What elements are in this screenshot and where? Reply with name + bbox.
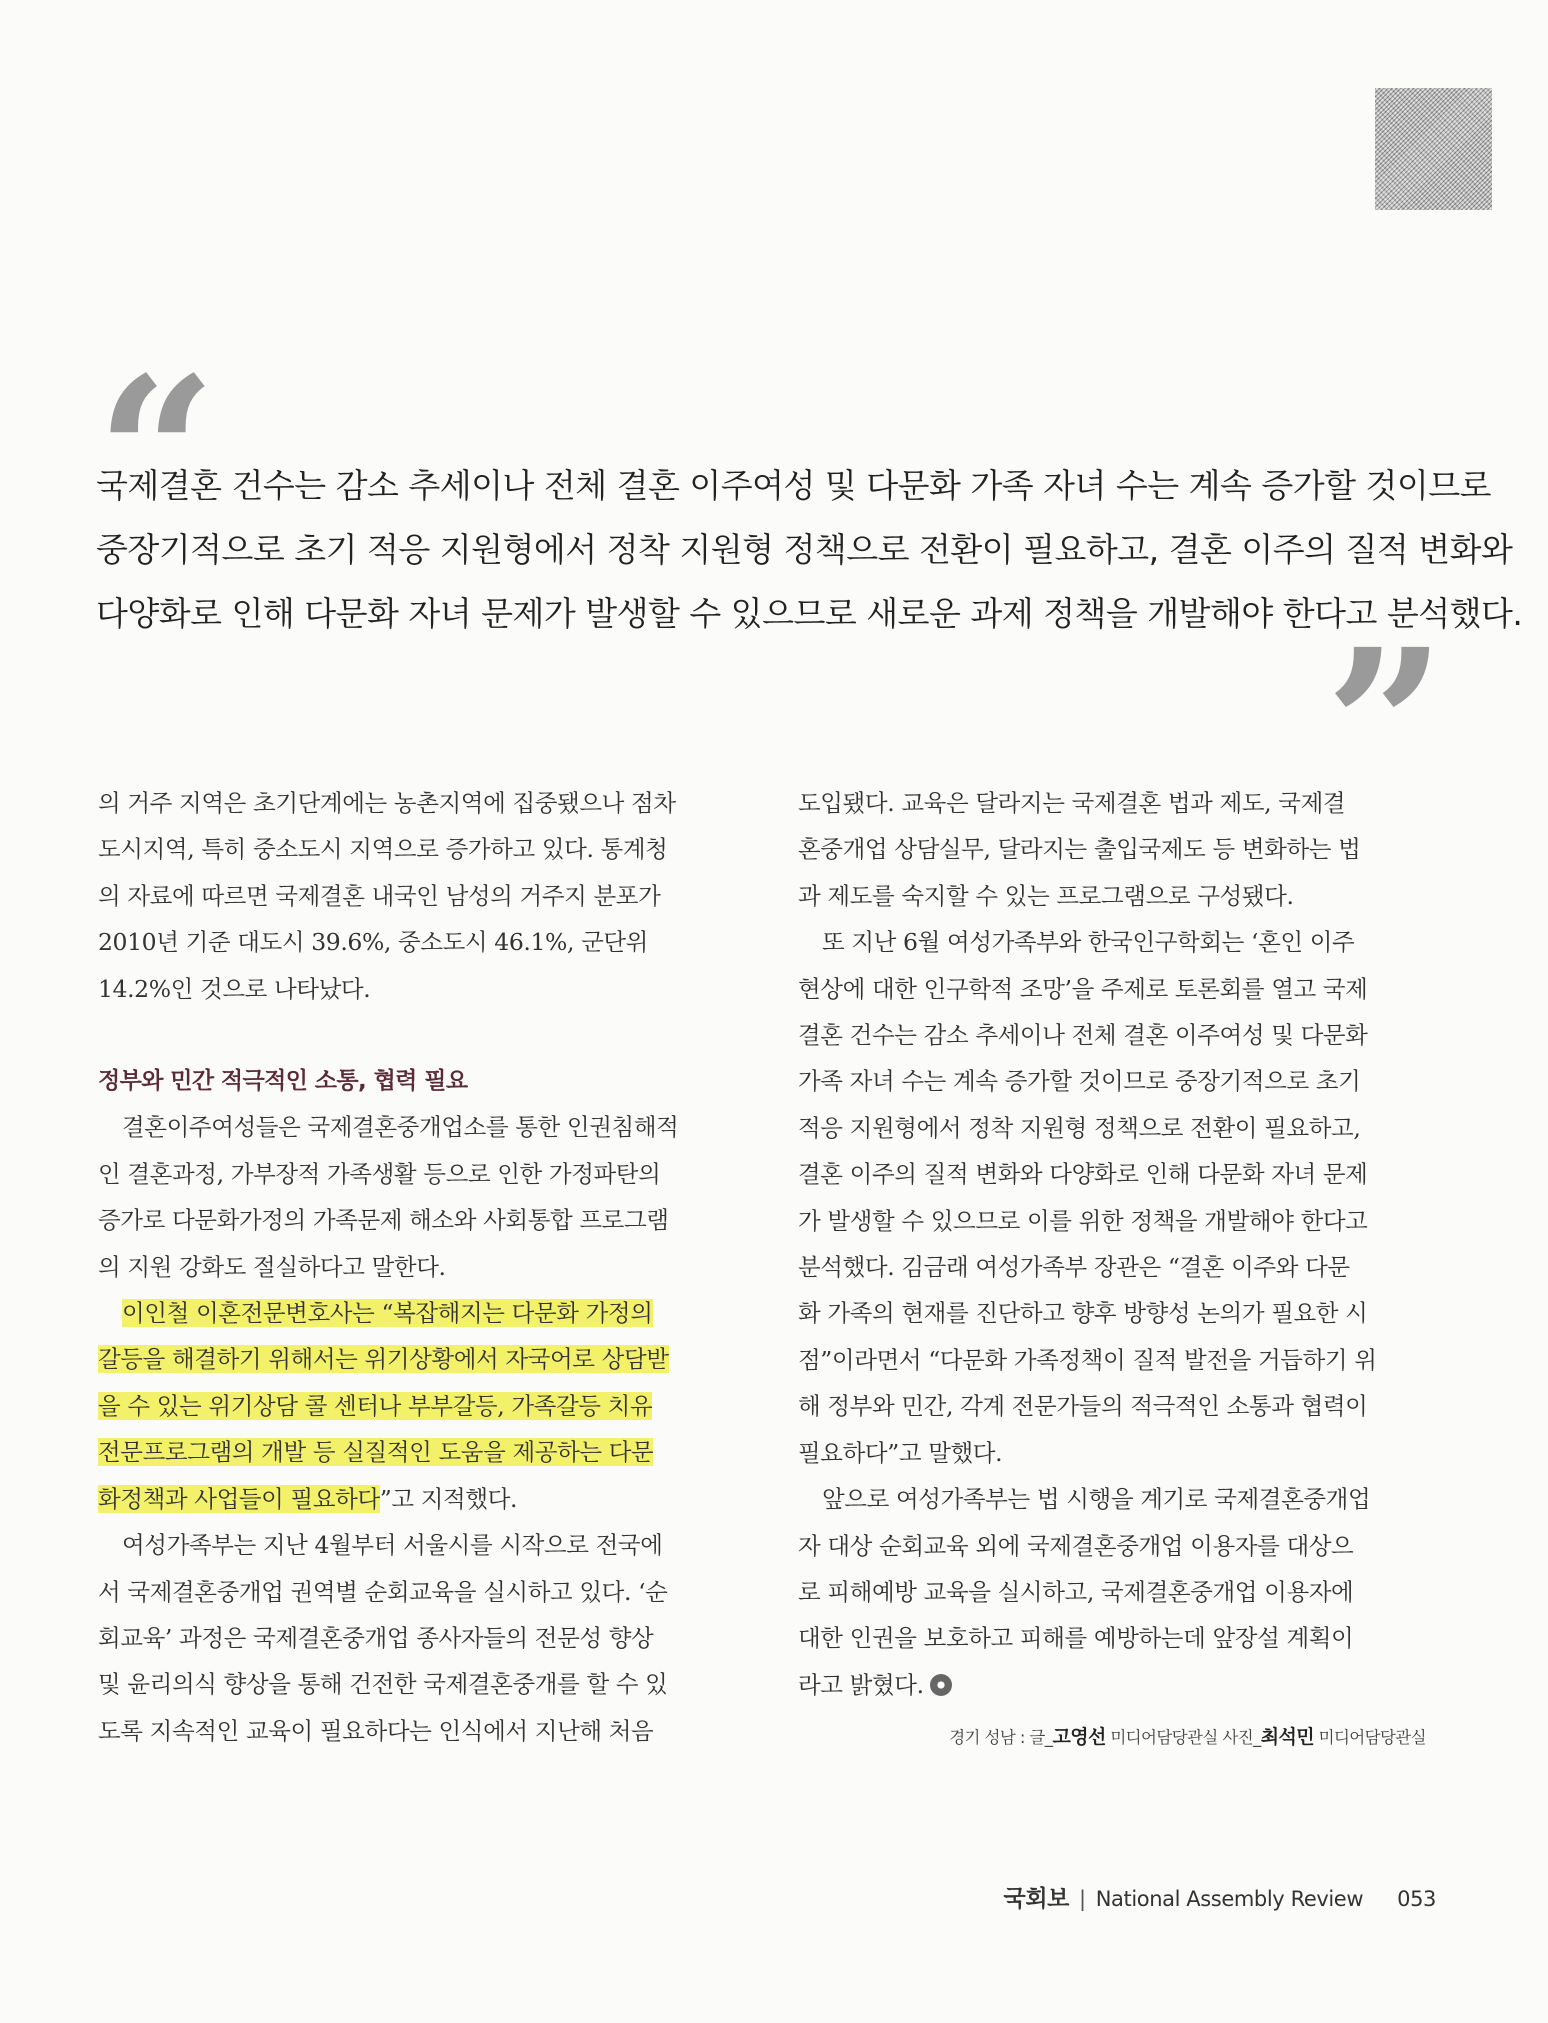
text-line: 증가로 다문화가정의 가족문제 해소와 사회통합 프로그램 (98, 1206, 669, 1235)
text-line: 해 정부와 민간, 각계 전문가들의 적극적인 소통과 협력이 (798, 1392, 1368, 1421)
paragraph (98, 1104, 726, 1290)
text-line: 도입됐다. 교육은 달라지는 국제결혼 법과 제도, 국제결 (798, 789, 1346, 817)
section-subheading: 정부와 민간 적극적인 소통, 협력 필요 (98, 1068, 468, 1095)
text-line: 의 지원 강화도 절실하다고 말한다. (98, 1252, 446, 1281)
text-line: 대한 인권을 보호하고 피해를 예방하는데 앞장설 계획이 (798, 1624, 1354, 1653)
text-line (798, 1662, 1426, 1708)
text-line: 2010년 기준 대도시 39.6%, 중소도시 46.1%, 군단위 (98, 928, 648, 957)
text-line: 점”이라면서 “다문화 가족정책이 질적 발전을 거듭하기 위 (798, 1345, 1377, 1374)
text-line (98, 1383, 726, 1429)
text-line: 서 국제결혼중개업 권역별 순회교육을 실시하고 있다. ‘순 (98, 1577, 668, 1606)
magazine-subtitle: National Assembly Review (1095, 1887, 1364, 1911)
byline-writer: 고영선 (1052, 1726, 1106, 1749)
byline-photographer: 최석민 (1260, 1726, 1314, 1749)
pull-quote-line: 중장기적으로 초기 적응 지원형에서 정착 지원형 정책으로 전환이 필요하고, 결혼 이주의 질적 변화와 (96, 530, 1513, 569)
page-number: 053 (1397, 1887, 1436, 1911)
byline (798, 1714, 1426, 1761)
close-quote-icon: ” (1325, 603, 1446, 850)
text-line: 의 거주 지역은 초기단계에는 농촌지역에 집중됐으나 점차 (98, 789, 676, 817)
highlight: 을 수 있는 위기상담 콜 센터나 부부갈등, 가족갈등 치유 (98, 1391, 653, 1420)
page-footer (1004, 1880, 1436, 1913)
text-line: 여성가족부는 지난 4월부터 서울시를 시작으로 전국에 (122, 1531, 663, 1560)
text-fragment: ”고 지적했다. (379, 1484, 518, 1513)
byline-writer-dept: 미디어담당관실 사진_ (1105, 1728, 1261, 1748)
text-line: 로 피해예방 교육을 실시하고, 국제결혼중개업 이용자에 (798, 1577, 1354, 1606)
paragraph (98, 1522, 726, 1754)
text-line: 의 자료에 따르면 국제결혼 내국인 남성의 거주지 분포가 (98, 881, 661, 910)
text-line: 혼중개업 상담실무, 달라지는 출입국제도 등 변화하는 법 (798, 835, 1361, 864)
text-line: 앞으로 여성가족부는 법 시행을 계기로 국제결혼중개업 (822, 1485, 1371, 1514)
open-quote-icon: “ (96, 331, 217, 578)
text-line: 도록 지속적인 교육이 필요하다는 인식에서 지난해 처음 (98, 1716, 654, 1745)
pull-quote-line: 국제결혼 건수는 감소 추세이나 전체 결혼 이주여성 및 다문화 가족 자녀 수는 계속 증가할 것이므로 (96, 466, 1491, 505)
text-line (98, 1290, 726, 1336)
text-line: 화 가족의 현재를 진단하고 향후 방향성 논의가 필요한 시 (798, 1299, 1368, 1328)
text-line: 회교육’ 과정은 국제결혼중개업 종사자들의 전문성 향상 (98, 1623, 654, 1652)
highlight: 갈등을 해결하기 위해서는 위기상황에서 자국어로 상담받 (98, 1345, 669, 1374)
text-line: 필요하다”고 말했다. (798, 1438, 1003, 1467)
right-column (798, 780, 1426, 1762)
text-line: 가 발생할 수 있으므로 이를 위한 정책을 개발해야 한다고 (798, 1206, 1368, 1235)
text-line: 자 대상 순회교육 외에 국제결혼중개업 이용자를 대상으 (798, 1531, 1354, 1560)
footer-separator: | (1079, 1887, 1086, 1911)
text-line: 14.2%인 것으로 나타났다. (98, 974, 371, 1003)
byline-location: 경기 성남 : 글_ (949, 1728, 1053, 1748)
text-line: 분석했다. 김금래 여성가족부 장관은 “결혼 이주와 다문 (798, 1253, 1350, 1282)
text-line: 가족 자녀 수는 계속 증가할 것이므로 중장기적으로 초기 (798, 1067, 1361, 1096)
text-line (98, 1429, 726, 1475)
text-line: 현상에 대한 인구학적 조망’을 주제로 토론회를 열고 국제 (798, 974, 1368, 1003)
highlight: 이인철 이혼전문변호사는 “복잡해지는 다문화 가정의 (122, 1299, 653, 1328)
byline-photographer-dept: 미디어담당관실 (1313, 1728, 1426, 1748)
highlight: 화정책과 사업들이 필요하다 (98, 1484, 380, 1513)
end-mark-flower-icon (930, 1674, 952, 1696)
text-line: 인 결혼과정, 가부장적 가족생활 등으로 인한 가정파탄의 (98, 1159, 661, 1188)
paragraph (798, 919, 1426, 1476)
text-line: 결혼 이주의 질적 변화와 다양화로 인해 다문화 자녀 문제 (798, 1160, 1368, 1189)
highlight: 전문프로그램의 개발 등 실질적인 도움을 제공하는 다문 (98, 1438, 654, 1467)
text-line (98, 1476, 726, 1522)
pull-quote-line: 다양화로 인해 다문화 자녀 문제가 발생할 수 있으므로 새로운 과제 정책을 개발해야 한다고 분석했다. (96, 594, 1523, 633)
magazine-name: 국회보 (1003, 1886, 1070, 1912)
highlighted-paragraph (98, 1290, 726, 1522)
left-column (98, 780, 726, 1754)
paragraph (98, 780, 726, 1012)
text-line (98, 1336, 726, 1382)
pull-quote (96, 454, 1523, 646)
text-line: 적응 지원형에서 정착 지원형 정책으로 전환이 필요하고, (798, 1113, 1361, 1142)
text-line: 도시지역, 특히 중소도시 지역으로 증가하고 있다. 통계청 (98, 835, 668, 864)
text-line: 또 지난 6월 여성가족부와 한국인구학회는 ‘혼인 이주 (822, 928, 1355, 957)
text-line: 결혼이주여성들은 국제결혼중개업소를 통한 인권침해적 (122, 1113, 679, 1142)
text-fragment: 라고 밝혔다. (798, 1670, 924, 1699)
paragraph (798, 1476, 1426, 1708)
decorative-pattern-square (1375, 88, 1492, 210)
text-line: 및 윤리의식 향상을 통해 건전한 국제결혼중개를 할 수 있 (98, 1670, 668, 1699)
paragraph (798, 780, 1426, 919)
text-line: 결혼 건수는 감소 추세이나 전체 결혼 이주여성 및 다문화 (798, 1021, 1368, 1050)
text-line: 과 제도를 숙지할 수 있는 프로그램으로 구성됐다. (798, 881, 1294, 910)
